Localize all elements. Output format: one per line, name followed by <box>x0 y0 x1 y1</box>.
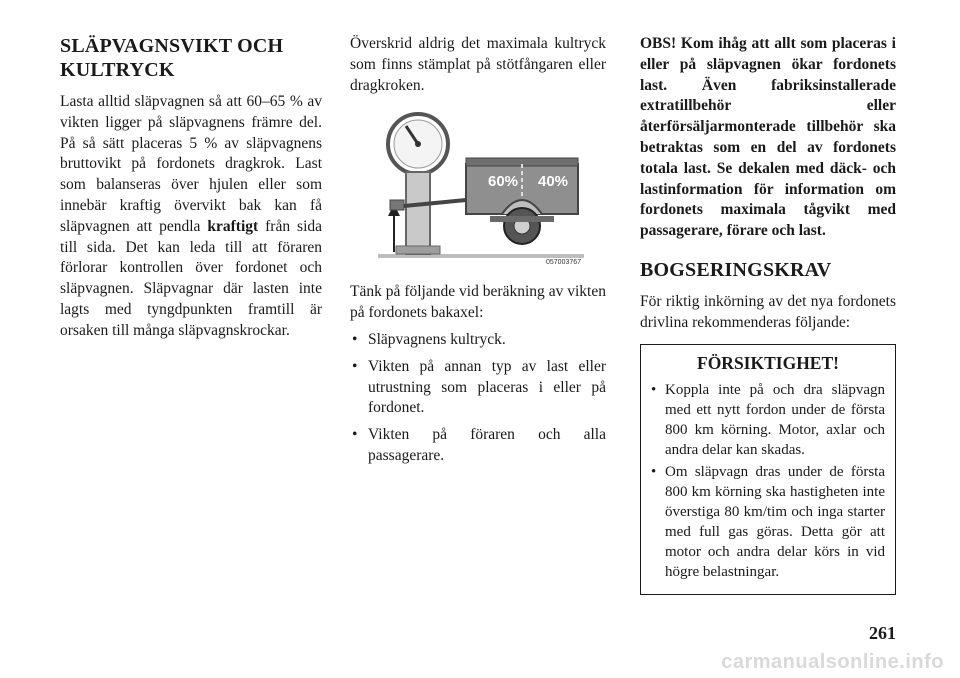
column-left <box>60 34 322 342</box>
watermark: carmanualsonline.info <box>721 651 944 673</box>
rear-axle-lead-paragraph: Tänk på följande vid beräkning av vikten på fordonets bakaxel: <box>350 283 606 322</box>
figure-code: 057003767 <box>546 259 582 267</box>
trailer-weight-illustration <box>370 108 586 268</box>
obs-note-paragraph: OBS! Kom ihåg att allt som placeras i eller på släpvagnen ökar fordonets last. Även fabriksinstallerade extratillbehör eller återförsäljarmonterade tillbehör ska betraktas som en del av fordonets totala last. Se dekalen med däck- och lastinformation för information om fordonets maximala tågvikt med passagerare, förare och last. <box>640 35 896 240</box>
paragraph-text-start: Lasta alltid släpvagnen så att 60–65 % av vikten ligger på släpvagnens främre del. På så sätt placeras 5 % av släpvagnens bruttovikt på fordonets dragkrok. Last som balanseras över hjulen eller som innebär kraftig övervikt bak kan få släpvagnen att pendla <box>60 93 322 235</box>
scale-post <box>406 172 430 254</box>
list-item: • Om släpvagn dras under de första 800 km körning ska hastigheten inte överstiga 80 km/tim och inga starter med full gas göras. Detta gör att motor och andra delar körs in vid högre belastningar. <box>651 462 885 582</box>
caution-list <box>651 380 885 582</box>
paragraph-bold-word: kraftigt <box>207 217 259 235</box>
list-item: • Släpvagnens kultryck. <box>350 330 606 351</box>
rear-axle-bullet-list <box>350 330 606 467</box>
page-number: 261 <box>869 623 896 643</box>
list-item: • Vikten på föraren och alla passagerare. <box>350 425 606 467</box>
caution-title: FÖRSIKTIGHET! <box>697 352 839 373</box>
front-load-label: 60% <box>488 173 519 191</box>
list-item: • Koppla inte på och dra släpvagn med ett nytt fordon under de första 800 km körning. Motor, axlar och andra delar kan skadas. <box>651 380 885 460</box>
tongue-weight-warning-paragraph: Överskrid aldrig det maximala kultryck som finns stämplat på stötfångaren eller dragkroken. <box>350 35 606 94</box>
section-heading-trailer-weight: SLÄPVAGNSVIKT OCH KULTRYCK <box>60 35 284 81</box>
caution-box <box>640 344 896 595</box>
column-middle <box>350 34 606 473</box>
column-right <box>640 34 896 595</box>
paragraph-text-end: från sida till sida. Det kan leda till att föraren förlorar kontrollen över fordonet och släpvagnen. Släpvagnar där lasten inte lagts med tyngdpunkten framtill är orsaken till många släpvagnskrockar. <box>60 217 323 339</box>
towing-requirements-paragraph: För riktig inkörning av det nya fordonets drivlina rekommenderas följande: <box>640 292 896 331</box>
section-heading-towing-requirements: BOGSERINGSKRAV <box>640 258 832 281</box>
list-item: • Vikten på annan typ av last eller utrustning som placeras i eller på fordonet. <box>350 357 606 419</box>
trailer-scale-diagram <box>370 108 586 268</box>
rear-load-label: 40% <box>538 173 569 191</box>
trailer-weight-paragraph <box>60 92 322 342</box>
